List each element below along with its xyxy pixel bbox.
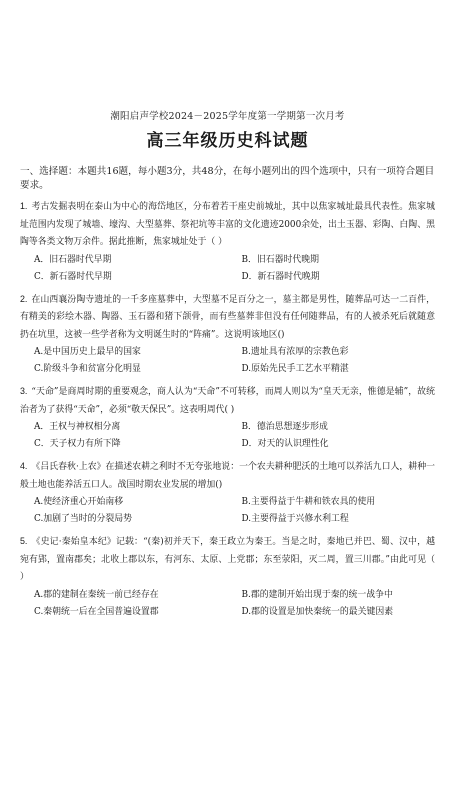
question-4 [20,458,435,494]
question-number: 5. [20,536,28,546]
option-b: B.遗址具有浓厚的宗教色彩 [241,347,349,357]
option-d: D.主要得益于兴修水利工程 [241,514,349,524]
question-stem: 《吕氏春秋·上农》在描述农耕之利时不无夸张地说：一个农夫耕种肥沃的土地可以养活九口人，耕种一般土地也能养活五口人。战国时期农业发展的增加() [20,462,435,490]
option-b: B.主要得益于牛耕和铁农具的使用 [241,497,376,507]
option-c: C．天子权力有所下降 [34,439,121,449]
question-number: 2. [20,293,28,304]
option-d: D.原始先民手工艺水平精湛 [241,364,349,374]
option-d: D．对天的认识理性化 [241,439,329,449]
school-exam-line: 潮阳启声学校2024－2025学年度第一学期第一次月考 [110,111,345,122]
option-c: C．新石器时代早期 [34,271,112,282]
question-5 [20,533,435,587]
option-c: C.阶级斗争和贫富分化明显 [34,364,141,374]
question-stem: 《史记·秦始皇本纪》记载：“(秦)初并天下，秦王政立为秦王。当是之时，秦地已并巴、蜀、汉中，越宛有郢，置南郡矣；北收上郡以东，有河东、太原、上党郡；东至荥阳，灭二周，置三川郡。”由此可见（ ） [20,537,435,582]
question-stem: “天命”是商周时期的重要观念，商人认为“天命”不可转移，而周人则以为“皇天无亲，惟德是辅”，故统治者为了获得“天命”，必须“敬天保民”。这表明周代( ) [20,387,435,415]
option-b: B．旧石器时代晚期 [241,254,320,265]
option-a: A.是中国历史上最早的国家 [34,347,141,357]
question-stem: 在山西襄汾陶寺遗址的一千多座墓葬中，大型墓不足百分之一，墓主都是男性，随葬品可达一二百件，有精美的彩绘木器、陶器、玉石器和猪下颌骨，而有些墓葬非但没有任何随葬品，有的人被杀死后就随意扔在坑里，这被一些学者称为文明诞生时的“阵痛”。这说明该地区() [20,294,435,340]
question-5-options [20,587,435,621]
option-a: A．王权与神权相分离 [34,422,121,432]
question-1-options [20,252,435,286]
question-number: 4. [20,461,28,471]
question-4-options [20,494,435,528]
option-a: A．旧石器时代早期 [34,254,112,265]
option-a: A.郡的建制在秦统一前已经存在 [34,589,159,600]
exam-header [20,108,435,151]
exam-title: 高三年级历史科试题 [146,131,309,151]
question-2-options [20,344,435,378]
option-b: B．德治思想逐步形成 [241,422,328,432]
section-heading: 一、选择题：本题共16题，每小题3分，共48分，在每小题列出的四个选项中，只有一项符合题目要求。 [20,166,435,191]
question-number: 1. [20,201,28,211]
option-d: D.郡的设置是加快秦统一的最关键因素 [241,606,394,617]
option-d: D．新石器时代晚期 [241,271,320,282]
option-c: C.秦朝统一后在全国普遍设置郡 [34,606,159,617]
question-3 [20,383,435,419]
question-stem: 考古发掘表明在泰山为中心的海岱地区，分布着若干座史前城址，其中以焦家城址最具代表性。焦家城址范围内发现了城墙、壕沟、大型墓葬、祭祀坑等丰富的文化遗迹2000余处，出土玉器、彩陶、白陶、黑陶等各类文物万余件。据此推断，焦家城址处于（ ） [20,202,435,247]
option-b: B.郡的建制开始出现于秦的统一战争中 [241,589,393,600]
option-c: C.加剧了当时的分裂局势 [34,514,133,524]
question-3-options [20,419,435,453]
question-1 [20,198,435,252]
option-a: A.使经济重心开始南移 [34,497,124,507]
question-number: 3. [20,386,28,396]
question-2 [20,291,435,345]
